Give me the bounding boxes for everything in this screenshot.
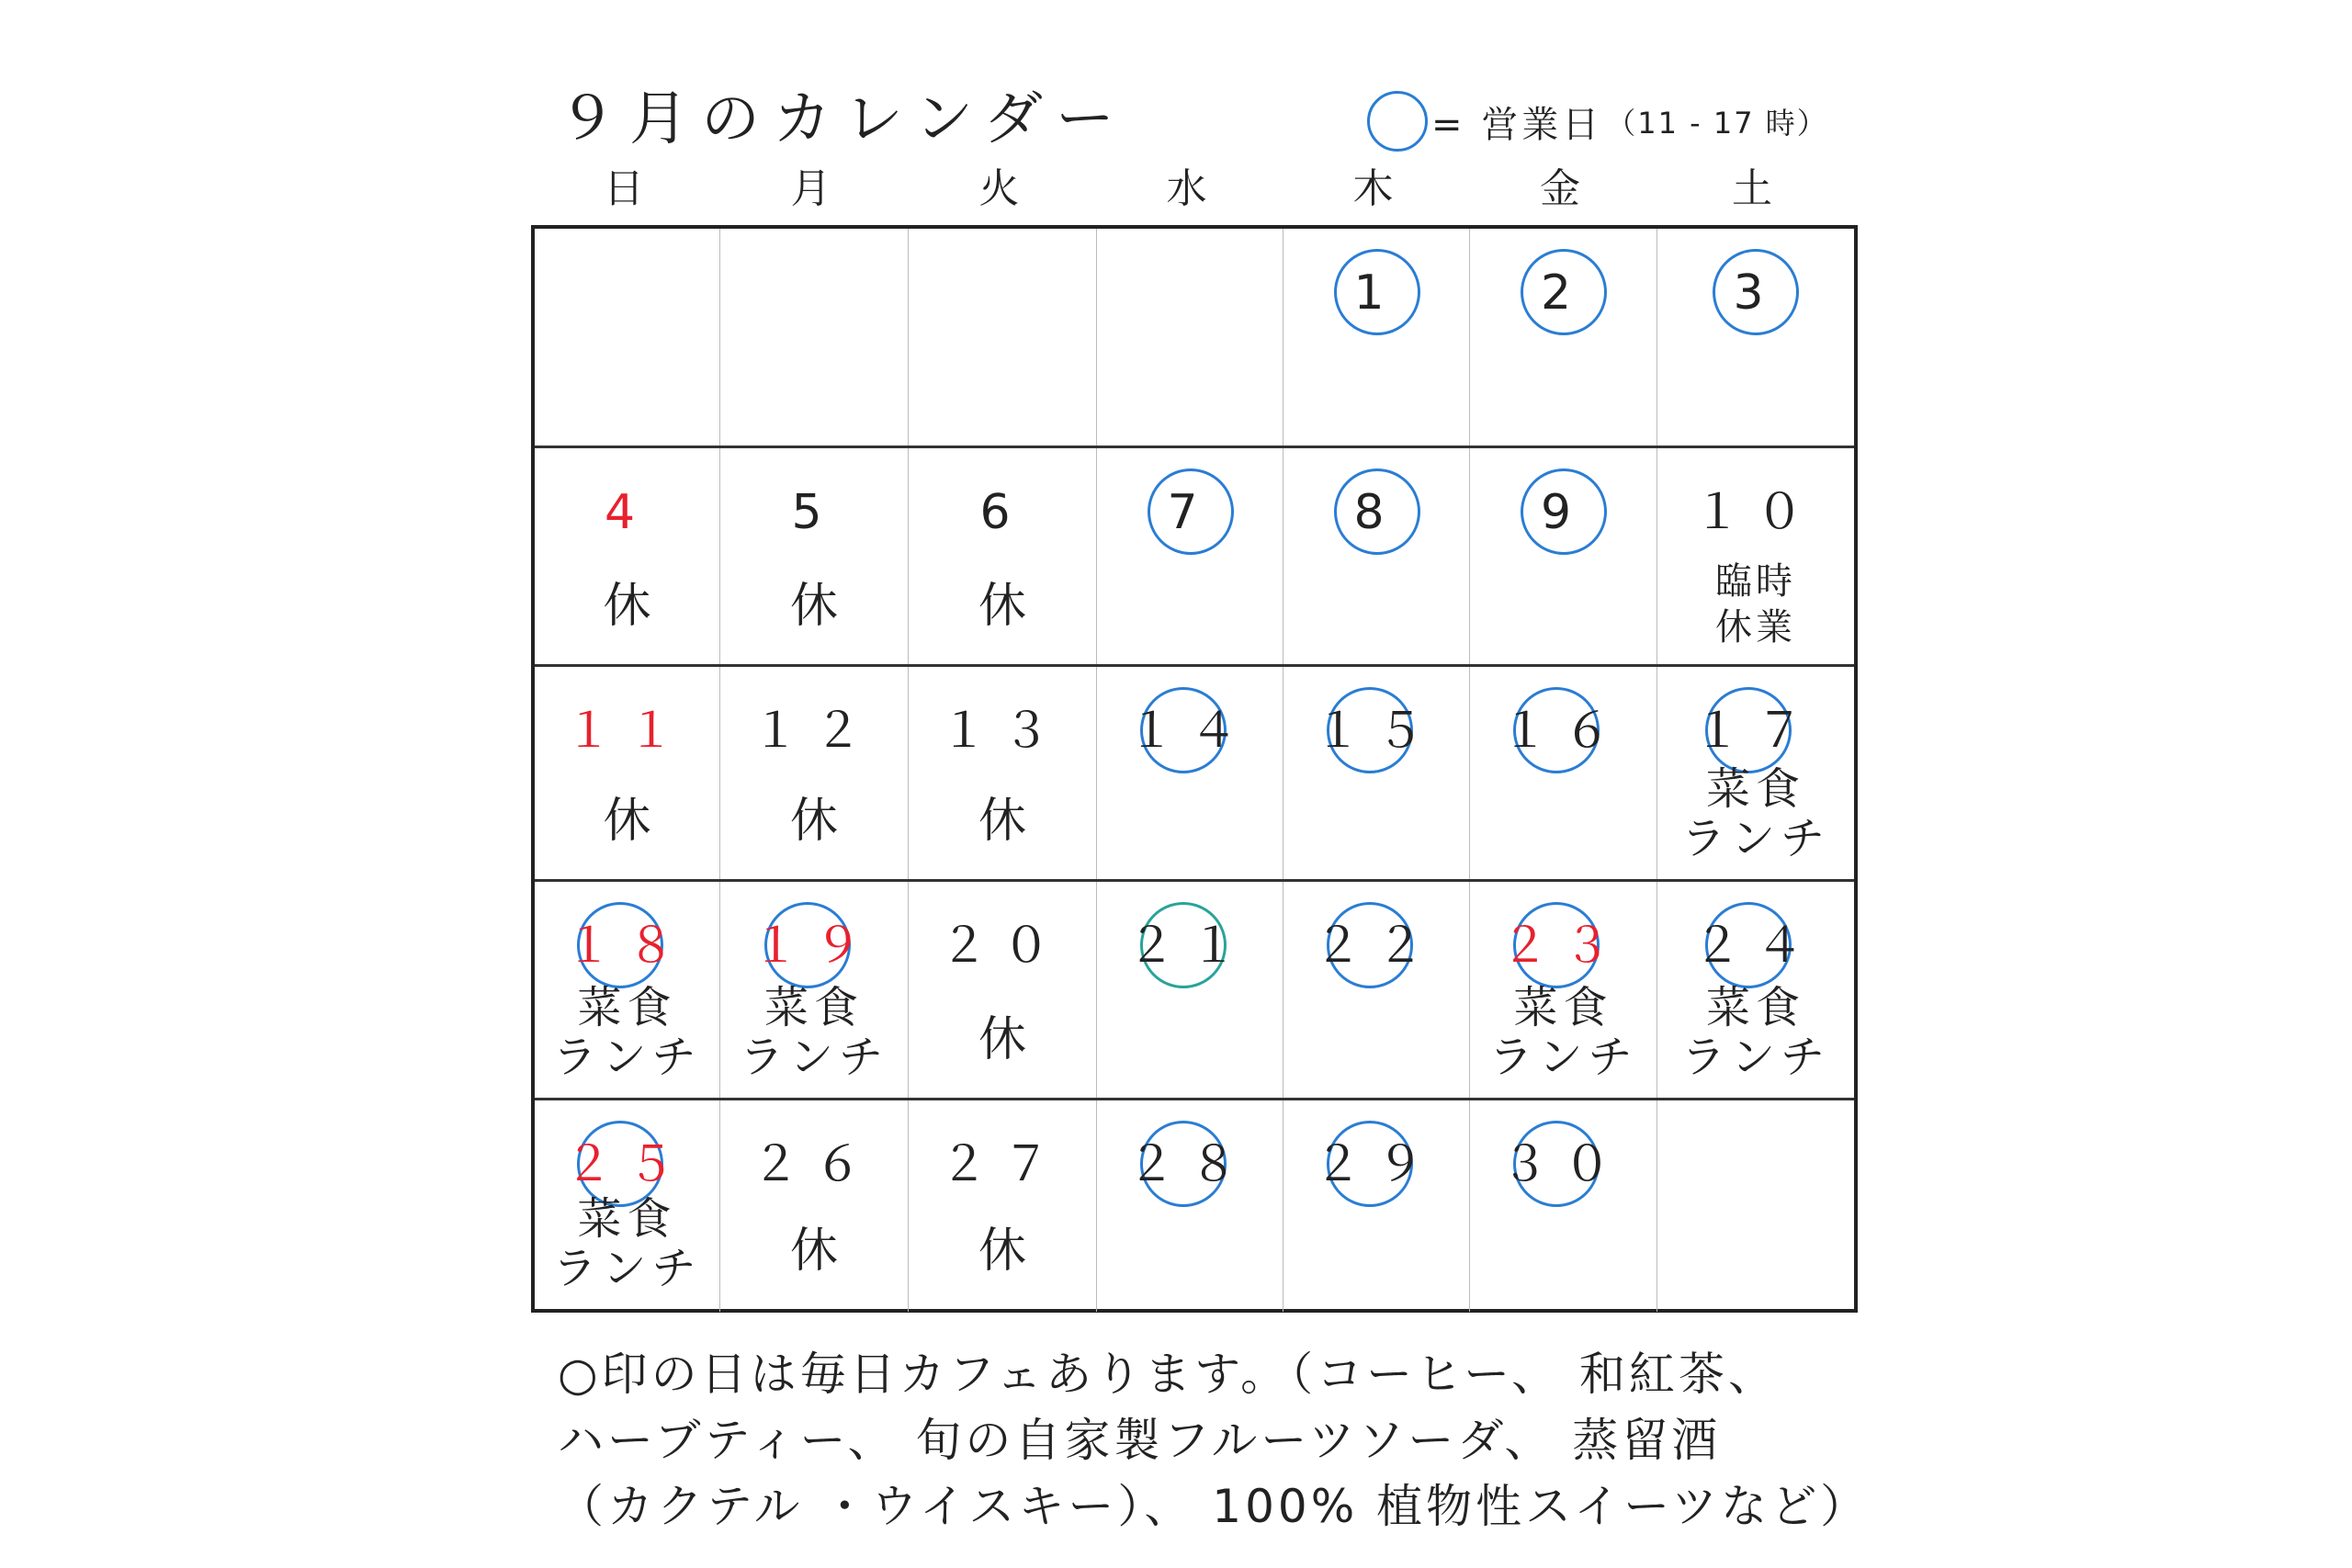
day-number: ２２ — [1313, 919, 1439, 974]
day-number: ２３ — [1500, 919, 1626, 974]
day-cell — [1097, 448, 1283, 667]
weekday-label: 水 — [1166, 165, 1207, 212]
day-number: ２９ — [1313, 1137, 1439, 1192]
page-title: ９月のカレンダー — [558, 85, 1127, 153]
day-cell — [720, 448, 909, 667]
day-number: 5 — [791, 485, 837, 540]
closed-note: 休 — [978, 1224, 1026, 1279]
day-cell — [1470, 667, 1657, 882]
day-number: 1 — [1353, 265, 1399, 321]
day-cell — [909, 667, 1097, 882]
day-cell — [1657, 667, 1854, 882]
weekday-label: 金 — [1540, 165, 1580, 212]
day-number: 8 — [1353, 485, 1399, 540]
day-number: ２１ — [1126, 919, 1252, 974]
day-number: ２７ — [939, 1137, 1065, 1192]
day-number: １３ — [939, 704, 1065, 759]
day-cell — [1283, 1100, 1470, 1312]
weekday-label: 土 — [1732, 165, 1772, 212]
vegan-lunch-note: 菜食 ランチ — [552, 1193, 702, 1294]
vegan-lunch-note: 菜食 ランチ — [552, 982, 702, 1083]
vegan-lunch-note: 菜食 ランチ — [1680, 763, 1830, 864]
closed-note: 休 — [789, 579, 838, 634]
day-cell — [909, 229, 1097, 446]
day-cell — [535, 448, 720, 667]
week-row — [535, 229, 1854, 446]
footer-note — [558, 1341, 1871, 1540]
day-number: 6 — [979, 485, 1025, 540]
day-number: ２０ — [939, 919, 1065, 974]
day-number: 7 — [1167, 485, 1213, 540]
day-number: １７ — [1692, 704, 1818, 759]
legend-label: = 営業日 — [1431, 103, 1603, 146]
day-cell — [535, 667, 720, 882]
day-number: ３０ — [1500, 1137, 1626, 1192]
day-number: １０ — [1692, 485, 1818, 540]
day-cell — [909, 1100, 1097, 1312]
weekday-label: 日 — [604, 165, 644, 212]
day-number: ２８ — [1126, 1137, 1252, 1192]
day-number: １２ — [751, 704, 876, 759]
day-cell — [1470, 229, 1657, 446]
day-cell — [535, 1100, 720, 1312]
day-cell — [1097, 882, 1283, 1100]
legend — [1367, 88, 1828, 154]
day-cell — [720, 882, 909, 1100]
day-number: 4 — [604, 485, 650, 540]
week-row — [535, 879, 1854, 1100]
vegan-lunch-note: 菜食 ランチ — [1680, 982, 1830, 1083]
day-number: １６ — [1500, 704, 1626, 759]
day-number: １１ — [564, 704, 690, 759]
day-cell — [1657, 229, 1854, 446]
closed-note: 休 — [978, 794, 1026, 849]
day-number: １４ — [1126, 704, 1252, 759]
calendar-grid — [531, 225, 1858, 1313]
day-number: ２４ — [1692, 919, 1818, 974]
closed-note: 休 — [978, 1012, 1026, 1067]
day-cell — [1283, 882, 1470, 1100]
vegan-lunch-note: 菜食 ランチ — [1488, 982, 1638, 1083]
closed-note: 休 — [603, 794, 651, 849]
day-cell — [720, 1100, 909, 1312]
weekday-label: 木 — [1352, 165, 1394, 212]
weekday-header — [531, 164, 1858, 215]
day-cell — [1097, 1100, 1283, 1312]
day-cell — [1470, 448, 1657, 667]
day-cell — [1470, 882, 1657, 1100]
week-row — [535, 664, 1854, 882]
day-cell — [1657, 1100, 1854, 1312]
day-cell — [535, 882, 720, 1100]
temporary-closure-note: 臨時 休業 — [1715, 560, 1796, 649]
day-number: 3 — [1733, 265, 1779, 321]
day-cell — [1657, 448, 1854, 667]
closed-note: 休 — [789, 794, 838, 849]
day-cell — [909, 882, 1097, 1100]
week-row — [535, 1098, 1854, 1312]
week-row — [535, 446, 1854, 667]
day-cell — [720, 667, 909, 882]
weekday-label: 月 — [790, 165, 831, 212]
day-number: ２５ — [564, 1137, 690, 1192]
day-cell — [1657, 882, 1854, 1100]
weekday-label: 火 — [978, 165, 1020, 212]
day-cell — [1283, 448, 1470, 667]
day-number: １５ — [1313, 704, 1439, 759]
closed-note: 休 — [978, 579, 1026, 634]
closed-note: 休 — [789, 1224, 838, 1279]
day-cell — [535, 229, 720, 446]
day-cell — [1283, 667, 1470, 882]
legend-hours: （11 - 17 時） — [1606, 106, 1828, 141]
day-number: １９ — [751, 919, 876, 974]
day-cell — [720, 229, 909, 446]
day-number: １８ — [564, 919, 690, 974]
footer-line: ○印の日は毎日カフェあります。（コーヒー、 和紅茶、 — [558, 1348, 1779, 1401]
day-cell — [1470, 1100, 1657, 1312]
footer-line: ハーブティー、 旬の自家製フルーツソーダ、 蒸留酒 — [558, 1414, 1722, 1467]
closed-note: 休 — [603, 579, 651, 634]
day-number: ２６ — [751, 1137, 876, 1192]
day-cell — [1283, 229, 1470, 446]
day-cell — [1097, 229, 1283, 446]
day-number: 9 — [1540, 485, 1587, 540]
vegan-lunch-note: 菜食 ランチ — [739, 982, 888, 1083]
open-day-circle-icon — [1367, 91, 1428, 152]
footer-line: （カクテル ・ウイスキー）、 100% 植物性スイーツなど） — [558, 1480, 1871, 1533]
day-cell — [1097, 667, 1283, 882]
day-number: 2 — [1540, 265, 1587, 321]
day-cell — [909, 448, 1097, 667]
